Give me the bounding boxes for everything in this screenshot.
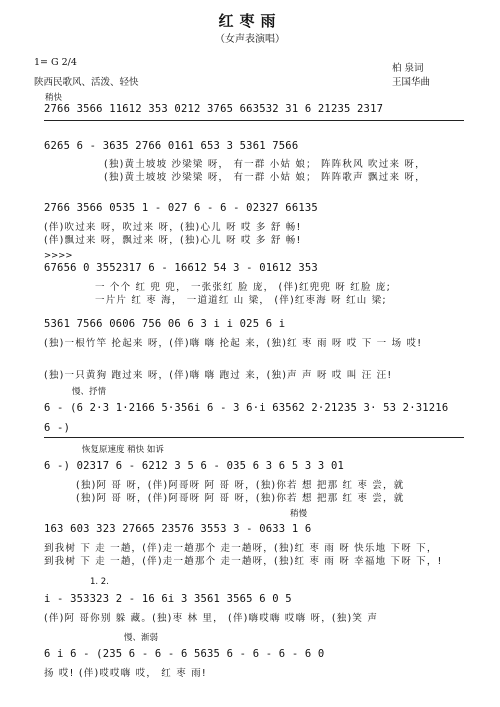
tempo-marking: 稍快 bbox=[45, 93, 63, 103]
lyric-line: (独)黄土坡坡 沙梁梁 呀， 有一群 小姑 娘； 阵阵歌声 飘过来 呀， bbox=[104, 172, 426, 183]
lyric-line: 到我树 下 走 一趟，(伴)走一趟那个 走一趟呀，(独)红 枣 雨 呀 幸福地 下呀 下，! bbox=[44, 556, 443, 567]
notation-line: 6265 6 - 3635 2766 0161 653 3 5361 7566 bbox=[44, 140, 299, 152]
lyric-line: (独)一根竹竿 抡起来 呀，(伴)嗨 嗨 抡起 来，(独)红 枣 雨 呀 哎 下 一 场 哎! bbox=[44, 338, 423, 349]
notation-line: 6 i 6 - (235 6 - 6 - 6 5635 6 - 6 - 6 - 6 0 bbox=[44, 648, 325, 660]
notation-line: 6 -) 02317 6 - 6212 3 5 6 - 035 6 3 6 5 3 3 01 bbox=[44, 460, 344, 472]
lyric-line: (独)黄土坡坡 沙梁梁 呀， 有一群 小姑 娘； 阵阵秋风 吹过来 呀， bbox=[104, 159, 426, 170]
lyric-line: 一 个个 红 兜 兜， 一张张红 脸 庞， (伴)红兜兜 呀 红脸 庞; bbox=[95, 282, 392, 293]
style-marking: 陕西民歌风、活泼、轻快 bbox=[34, 77, 139, 88]
lyric-line: 扬 哎! (伴)哎哎嗨 哎， 红 枣 雨! bbox=[44, 668, 207, 679]
volta-brackets: 1. 2. bbox=[90, 577, 109, 587]
staff-divider bbox=[44, 437, 464, 438]
lyric-line: (伴)吹过来 呀，吹过来 呀，(独)心儿 呀 哎 多 舒 畅! bbox=[44, 222, 302, 233]
composer-credit: 王国华曲 bbox=[392, 77, 431, 88]
notation-fragment: 6 -) bbox=[44, 422, 71, 434]
notation-line: 67656 0 3552317 6 - 16612 54 3 - 01612 353 bbox=[44, 262, 318, 274]
tempo-marking: 慢、抒情 bbox=[72, 387, 107, 397]
notation-line: 163 603 323 27665 23576 3553 3 - 0633 1 6 bbox=[44, 523, 312, 535]
tempo-marking: 慢、渐弱 bbox=[124, 633, 159, 643]
lyric-line: (伴)飘过来 呀，飘过来 呀，(独)心儿 呀 哎 多 舒 畅! bbox=[44, 235, 302, 246]
lyric-line: (独)阿 哥 呀，(伴)阿哥呀 阿 哥 呀，(独)你若 想 把那 红 枣 尝，就 bbox=[76, 493, 405, 504]
notation-line: 2766 3566 0535 1 - 027 6 - 6 - 02327 66135 bbox=[44, 202, 318, 214]
lyricist-credit: 柏 泉词 bbox=[392, 63, 424, 74]
tempo-marking: 恢复原速度 稍快 如诉 bbox=[82, 445, 164, 455]
song-subtitle: （女声表演唱） bbox=[215, 34, 285, 45]
lyric-line: 一片片 红 枣 海， 一道道红 山 梁， (伴)红枣海 呀 红山 梁; bbox=[95, 295, 387, 306]
staff-divider bbox=[44, 120, 464, 121]
lyric-line: (独)一只黄狗 跑过来 呀，(伴)嗨 嗨 跑过 来，(独)声 声 呀 哎 叫 汪 汪! bbox=[44, 370, 393, 381]
song-title: 红枣雨 bbox=[218, 12, 282, 30]
notation-line: 5361 7566 0606 756 06 6 3 i i 025 6 i bbox=[44, 318, 286, 330]
notation-line: 6 - (6 2·3 1·2166 5·356i 6 - 3 6·i 63562 2·21235 3· 53 2·31216 bbox=[44, 402, 449, 414]
key-signature: 1= G 2/4 bbox=[34, 57, 77, 68]
lyric-line: (伴)阿 哥你别 躲 藏。(独)枣 林 里， (伴)嗨哎嗨 哎嗨 呀，(独)笑 声 bbox=[44, 613, 379, 624]
accent-marks: >>>> bbox=[44, 251, 73, 261]
lyric-line: 到我树 下 走 一趟，(伴)走一趟那个 走一趟呀，(独)红 枣 雨 呀 快乐地 下呀 下， bbox=[44, 543, 438, 554]
tempo-marking: 稍慢 bbox=[290, 509, 308, 519]
notation-line: i - 353323 2 - 16 6i 3 3561 3565 6 0 5 bbox=[44, 593, 292, 605]
lyric-line: (独)阿 哥 呀，(伴)阿哥呀 阿 哥 呀，(独)你若 想 把那 红 枣 尝，就 bbox=[76, 480, 405, 491]
notation-line: 2766 3566 11612 353 0212 3765 663532 31 6 21235 2317 bbox=[44, 103, 384, 115]
